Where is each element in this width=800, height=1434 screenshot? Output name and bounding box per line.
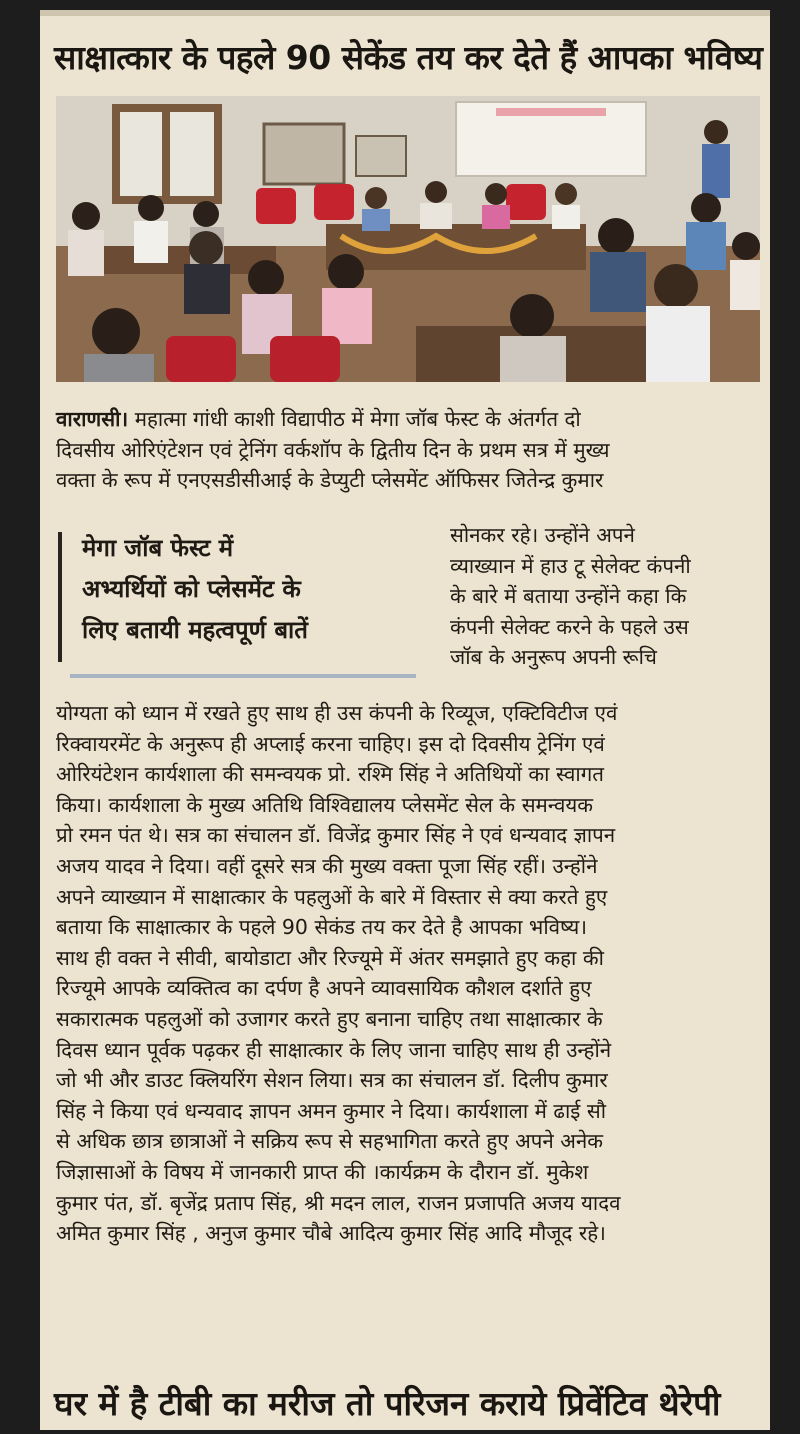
body-line: सकारात्मक पहलुओं को उजागर करते हुए बनाना चाहिए तथा साक्षात्कार के [56,1006,603,1031]
lead-line-2: दिवसीय ओरिएंटेशन एवं ट्रेनिंग वर्कशॉप के द्वितीय दिन के प्रथम सत्र में मुख्य [56,437,610,462]
workshop-photo-illustration [56,96,760,382]
body-line: योग्यता को ध्यान में रखते हुए साथ ही उस कंपनी के रिव्यूज, एक्टिविटीज एवं [56,701,618,725]
body-line: दिवस ध्यान पूर्वक पढ़कर ही साक्षात्कार के लिए जाना चाहिए साथ ही उन्होंने [56,1037,612,1062]
body-line: बताया कि साक्षात्कार के पहले 90 सेकंड तय कर देते है आपका भविष्य। [56,915,587,940]
side-line-5: जॉब के अनुरूप अपनी रूचि [450,645,657,670]
next-article-headline: घर में है टीबी का मरीज तो परिजन कराये प्रिवेंटिव थेरेपी [54,1384,721,1423]
top-page-edge [40,10,770,16]
body-line: अपने व्याख्यान में साक्षात्कार के पहलुओं के बारे में विस्तार से क्या करते हुए [56,884,608,909]
lead-line-1-text: महात्मा गांधी काशी विद्यापीठ में मेगा जॉब फेस्ट के अंतर्गत दो [128,407,581,431]
pull-quote-bar [58,532,62,662]
body-line: कुमार पंत, डॉ. बृजेंद्र प्रताप सिंह, श्री मदन लाल, राजन प्रजापति अजय यादव [56,1190,621,1215]
article-lead [56,404,764,496]
side-line-3: के बारे में बताया उन्होंने कहा कि [450,584,687,609]
side-line-1: सोनकर रहे। उन्होंने अपने [450,523,635,547]
article-headline: साक्षात्कार के पहले 90 सेकेंड तय कर देते हैं आपका भविष्य [54,38,763,77]
body-line: अमित कुमार सिंह , अनुज कुमार चौबे आदित्य कुमार सिंह आदि मौजूद रहे। [56,1221,606,1246]
dateline-location: वाराणसी। [56,407,129,431]
pull-quote-line-3: लिए बतायी महत्वपूर्ण बातें [82,616,308,644]
article-side-column [450,520,766,673]
body-line: प्रो रमन पंत थे। सत्र का संचालन डॉ. विजेंद्र कुमार सिंह ने एवं धन्यवाद ज्ञापन [56,823,616,848]
body-line: साथ ही वक्त ने सीवी, बायोडाटा और रिज्यूमे में अंतर समझाते हुए कहा की [56,945,604,970]
body-line: अजय यादव ने दिया। वहीं दूसरे सत्र की मुख्य वक्ता पूजा सिंह रहीं। उन्होंने [56,853,598,878]
body-line: रिज्यूमे आपके व्यक्तित्व का दर्पण है अपने व्यावसायिक कौशल दर्शाते हुए [56,976,592,1001]
workshop-photo [56,96,760,382]
pull-quote-line-2: अभ्यर्थियों को प्लेसमेंट के [82,575,301,603]
body-line: रिक्वायरमेंट के अनुरूप ही अप्लाई करना चाहिए। इस दो दिवसीय ट्रेनिंग एवं [56,731,605,756]
body-line: सिंह ने किया एवं धन्यवाद ज्ञापन अमन कुमार ने दिया। कार्यशाला में ढाई सौ [56,1098,607,1123]
lead-line-1 [56,404,764,435]
pull-quote-text [82,528,422,651]
body-line: ओरियंटेशन कार्यशाला की समन्वयक प्रो. रश्मि सिंह ने अतिथियों का स्वागत [56,762,604,787]
lead-line-3: वक्ता के रूप में एनएसडीसीआई के डेप्युटी प्लेसमेंट ऑफिसर जितेन्द्र कुमार [56,468,604,493]
side-line-4: कंपनी सेलेक्ट करने के पहले उस [450,614,689,639]
body-line: जिज्ञासाओं के विषय में जानकारी प्राप्त की ।कार्यक्रम के दौरान डॉ. मुकेश [56,1159,589,1184]
pull-quote-rule [70,674,416,678]
body-line: जो भी और डाउट क्लियरिंग सेशन लिया। सत्र का संचालन डॉ. दिलीप कुमार [56,1068,608,1093]
body-line: किया। कार्यशाला के मुख्य अतिथि विश्विद्यालय प्लेसमेंट सेल के समन्वयक [56,792,593,817]
article-body [56,698,766,1249]
newspaper-clipping [40,10,770,1430]
body-line: से अधिक छात्र छात्राओं ने सक्रिय रूप से सहभागिता करते हुए अपने अनेक [56,1129,604,1154]
pull-quote-line-1: मेगा जॉब फेस्ट में [82,534,234,562]
side-line-2: व्याख्यान में हाउ टू सेलेक्ट कंपनी [450,553,691,578]
pull-quote [58,524,418,672]
